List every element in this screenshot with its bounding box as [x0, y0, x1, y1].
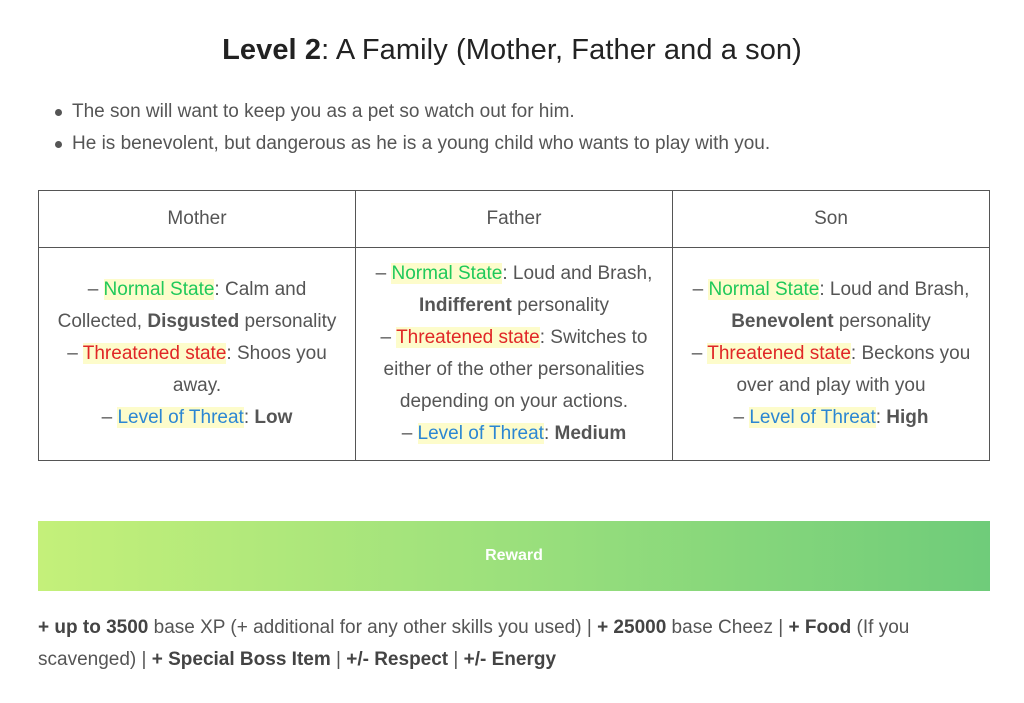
reward-food: + Food [788, 617, 852, 638]
title-level: Level 2 [222, 34, 322, 66]
threatened-state-label: Threatened state [396, 327, 540, 348]
mother-personality: Disgusted [147, 311, 240, 332]
reward-heading: Reward [485, 547, 543, 564]
table-header-row [39, 191, 990, 248]
header-son: Son [673, 191, 990, 248]
page-title [0, 34, 1024, 67]
title-rest: : A Family (Mother, Father and a son) [321, 34, 802, 66]
mother-threatened-text: Shoos you away. [172, 343, 327, 396]
son-normal-post: personality [833, 311, 931, 332]
colon: : [543, 423, 555, 444]
father-personality: Indifferent [418, 295, 512, 316]
reward-cheez: + 25000 [597, 617, 667, 638]
bullet-icon [55, 141, 62, 148]
dash: – [101, 407, 118, 428]
reward-boss-item: + Special Boss Item [151, 649, 331, 670]
colon: : [243, 407, 255, 428]
reward-energy: +/- Energy [463, 649, 557, 670]
father-normal-text: Loud and Brash, [512, 263, 653, 284]
list-item-text: He is benevolent, but dangerous as he is a young child who wants to play with you. [72, 133, 771, 154]
son-threat-value: High [886, 407, 929, 428]
colon: : [819, 279, 830, 300]
reward-cheez-text: base Cheez | [666, 617, 789, 638]
dash: – [401, 423, 418, 444]
colon: : [539, 327, 551, 348]
father-cell [356, 248, 673, 461]
mother-normal-post: personality [239, 311, 337, 332]
list-item-text: The son will want to keep you as a pet so watch out for him. [72, 101, 575, 122]
dash: – [375, 263, 392, 284]
level-of-threat-label: Level of Threat [417, 423, 544, 444]
reward-respect: +/- Respect [346, 649, 449, 670]
father-threatened-text: Switches to either of the other personalities depending on your actions. [383, 327, 648, 412]
father-threat-value: Medium [554, 423, 627, 444]
list-item [52, 96, 770, 128]
header-mother: Mother [39, 191, 356, 248]
bullet-icon [55, 109, 62, 116]
dash: – [67, 343, 83, 364]
mother-normal-text: Calm and Collected, [57, 279, 307, 332]
header-father: Father [356, 191, 673, 248]
reward-xp-text: base XP (+ additional for any other skills you used) | [148, 617, 598, 638]
son-threatened-text: Beckons you over and play with you [736, 343, 971, 396]
threatened-state-label: Threatened state [82, 343, 227, 364]
colon: : [214, 279, 225, 300]
separator: | [448, 649, 464, 670]
info-list [52, 96, 770, 160]
son-cell [673, 248, 990, 461]
dash: – [733, 407, 750, 428]
level-of-threat-label: Level of Threat [749, 407, 876, 428]
list-item [52, 128, 770, 160]
dash: – [691, 343, 708, 364]
reward-details [38, 612, 990, 676]
colon: : [226, 343, 237, 364]
table-row [39, 248, 990, 461]
normal-state-label: Normal State [708, 279, 820, 300]
separator: | [330, 649, 347, 670]
threatened-state-label: Threatened state [707, 343, 851, 364]
normal-state-label: Normal State [391, 263, 503, 284]
level-of-threat-label: Level of Threat [117, 407, 244, 428]
mother-threat-value: Low [254, 407, 293, 428]
son-personality: Benevolent [731, 311, 834, 332]
dash: – [87, 279, 104, 300]
reward-header-bar [38, 521, 990, 591]
reward-xp: + up to 3500 [38, 617, 149, 638]
normal-state-label: Normal State [103, 279, 215, 300]
son-normal-text: Loud and Brash, [829, 279, 970, 300]
dash: – [692, 279, 709, 300]
colon: : [850, 343, 862, 364]
mother-cell [39, 248, 356, 461]
family-table [38, 190, 990, 461]
father-normal-post: personality [511, 295, 610, 316]
dash: – [380, 327, 397, 348]
reward-food-text: (If you scavenged) | [38, 617, 910, 670]
colon: : [875, 407, 887, 428]
colon: : [502, 263, 513, 284]
